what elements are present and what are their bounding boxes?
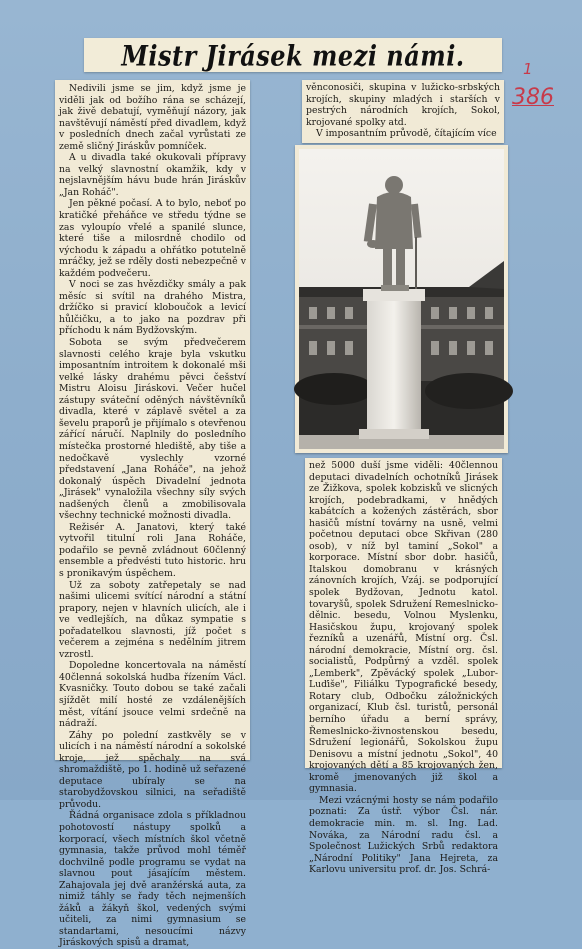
article-column-right-bottom [305,458,502,876]
paragraph: věnconosiči, skupina v lužicko-srbských krojích, skupiny mladých i starších v pestrých národních krojích, Sokol, krojované spolky atd. [306,82,500,128]
paragraph: V noci se zas hvězdičky smály a pak měsíc si svítil na drahého Mistra, držíčko si pravicí kloboučok a levicí hůlčičku, a to jako na pozdrav při příchodu k nám Bydžovským. [59,279,246,337]
headline: Mistr Jirásek mezi námi. [121,38,465,72]
pencil-annotation-number: 1 [523,60,533,78]
paragraph: Záhy po polední zastkvěly se v ulicích i na náměstí národní a sokolské kroje, jež spěchaly na svá shromaždiště, po 1. hodině už seřazené deputace ubíraly se na starobydžovskou silnici, na seřadiště průvodu. [59,729,246,810]
paragraph: Nedivili jsme se jim, když jsme je viděli jak od božího rána se scházejí, jak živě debatují, vyměňují názory, jak navštěvují náměstí před divadlem, když v posledních dnech začal vyrůstati ze země sličný Jiráskův pomníček. [59,83,246,152]
paragraph: Sobota se svým předvečerem slavnosti celého kraje byla vskutku imposantním introitem k dokonalé mši velké lásky drahému pěvci češství Mistru Aloisu Jiráskovi. Večer hučel zástupy sváteční oděných návštěvníků divadla, které v záplavě světel a za ševelu praporů je přijímalo s otevřenou zářící náručí. Naplnily do posledního místečka prostorné hlediště, aby tiše a nedočkavě vyslechly vzorné představení „Jana Roháče", na jehož dokonalý úspěch Divadelní jednota „Jirásek" vynaložila všechny síly svých nadšených členů a zmobilisovala všechny technické možnosti divadla. [59,337,246,522]
paragraph: Dopoledne koncertovala na náměstí 40členná sokolská hudba řízením Václ. Kvasničky. Touto dobou se také začali sjíždět milí hosté ze vzdálenějších měst, vítání jsouce velmi srdečně na nádraží. [59,660,246,730]
paragraph: Jen pěkné počasí. A to bylo, neboť po kratičké přeháňce ve středu týdne se zas vyloupío vřelé a spanilé slunce, které tiše a milosrdně chodilo od východu k západu a ohřátko potutelně mráčky, jež se rděly dosti nebezpečně v každém podvečeru. [59,198,246,279]
paragraph: Řádná organisace zdola s příkladnou pohotovostí nástupy spolků a korporací, všech místních škol včetně gymnasia, takže průvod mohl téměř dochvilně podle programu se vydat na slavnou pout jásajícím městem. Zahajovala jej dvě aranžérská auta, za nimiž táhly se řady těch nejmenších žáků a žákyň škol, vedených svými učiteli, za nimi gymnasium se standartami, nesoucími názvy Jiráskových spisů a dramat, [59,810,246,949]
headline-clipping [84,38,502,72]
paragraph: V imposantním průvodě, čítajícím více [316,128,497,140]
paragraph: Režisér A. Janatovi, který také vytvořil titulní roli Jana Roháče, podařilo se pevně zvládnout 60členný ensemble a předvésti tuto historic. hru s pronikavým úspěchem. [59,521,246,579]
paragraph: A u divadla také okukovali přípravy na velký slavnostní okamžik, kdy v nejslavnějším hávu bude hrán Jiráskův „Jan Roháč". [59,152,246,198]
pencil-annotation-page: 386 [512,85,554,110]
article-column-right-top [302,80,504,143]
statue-photo [295,145,508,453]
statue-photo-image [299,149,504,449]
paragraph: Už za soboty zatřepetaly se nad našimi ulicemi svítící národní a státní prapory, nejen v hlavních ulicích, ale i ve vedlejších, na důkaz sympatie s pořadatelkou slavnosti, jíž počet s večerem a zejména s nedělním jitrem vzrostl. [59,579,246,660]
paragraph: Mezi vzácnými hosty se nám podařilo poznati: Za ústř. výbor Čsl. nár. demokracie min. m. sl. Ing. Lad. Nováka, za Národní radu čsl. a Společnost Lužických Srbů redaktora „Národní Politiky" Jana Hejreta, za Karlovu universitu prof. dr. Jos. Schrá- [309,794,498,876]
article-column-left [55,80,250,949]
paragraph: než 5000 duší jsme viděli: 40člennou deputaci divadelních ochotníků Jirásek ze Žižkova, spolek kobzisků ve slicných krojích, podebradkami, v hnědých kabátcích a kožených zástěrách, sbor hasičů místní továrny na usně, velmi početnou deputaci obce Skřivan (280 osob), v níž byl taminí „Sokol" a korporace. Místní sbor dobr. hasičů, Italskou domobranu v krásných zánovních krojích, Vzáj. se podporující spolek Bydžovan, Jednotu katol. tovaryšů, spolek Sdružení Remeslnicko-dělnic. besedu, Volnou Myslenku, Hasičskou župu, krojovaný spolek řezníků a uzenářů, Místní org. Čsl. národní demokracie, Místní org. čsl. socialistů, Podpůrný a vzděl. spolek „Lemberk", Zpěvácký spolek „Lubor-Luďiše", Filiálku Typografické besedy, Rotary club, Odbočku záložnických organizací, Klub čsl. turistů, personál berního úřadu a berní správy, Řemeslnicko-živnostenskou besedu, Sdružení legionářů, Sokolskou župu Denisovu a místní jednotu „Sokol", 40 krojovaných dětí a 85 krojovaných žen, kromě jmenovaných již škol a gymnasia. [309,460,498,795]
